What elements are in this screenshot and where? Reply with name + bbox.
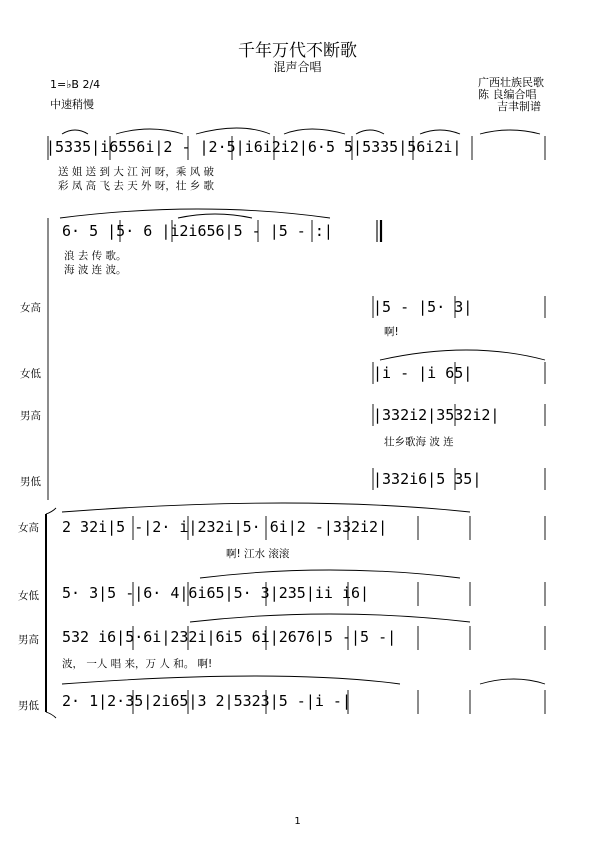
lyrics-verse2-system1: 彩 凤 高 飞 去 天 外 呀，壮 乡 歌 — [58, 180, 215, 192]
credit-transcriber: 吉聿制谱 — [497, 100, 541, 113]
credit-arranger: 陈 良编合唱 — [478, 88, 537, 101]
soprano-lyrics-system4: 啊! 江水 滚滚 — [226, 548, 290, 560]
lyrics-verse1-system2: 浪 去 传 歌。 — [64, 250, 127, 262]
bass-notes-system3: |332i6|5 35| — [373, 470, 482, 488]
bass-notes-system4: 2· 1|2·35|2i65|3 2|5323|5 -|i -| — [62, 692, 351, 710]
voice-label-tenor-s4: 男高 — [18, 634, 39, 646]
voice-label-alto: 女低 — [20, 368, 41, 380]
voice-label-bass-s4: 男低 — [18, 700, 39, 712]
credit-source: 广西壮族民歌 — [478, 76, 544, 89]
soprano-notes-system3: |5 - |5· 3| — [373, 298, 473, 316]
tempo-marking: 中速稍慢 — [50, 98, 94, 111]
soprano-lyrics-system3: 啊! — [384, 326, 399, 338]
lyrics-verse2-system2: 海 波 连 波。 — [64, 264, 127, 276]
voice-label-bass: 男低 — [20, 476, 41, 488]
voice-label-soprano: 女高 — [20, 302, 41, 314]
score-title: 千年万代不断歌 — [238, 41, 357, 61]
lyrics-verse1-system1: 送 姐 送 到 大 江 河 呀，乘 风 破 — [58, 166, 215, 178]
melody-notes-system1: |5335|i6556i|2 - |2·5|i6i2i2|6·5 5|5335|56i2i| — [46, 138, 462, 156]
tenor-lyrics-system3: 壮乡歌海 波 连 — [384, 436, 454, 448]
voice-label-tenor: 男高 — [20, 410, 41, 422]
melody-notes-system2: 6· 5 |5· 6 |i2i656|5 - |5 - :| — [62, 222, 333, 240]
soprano-notes-system4: 2 32i|5 -|2· i|232i|5· 6i|2 -|332i2| — [62, 518, 388, 536]
alto-notes-system3: |i - |i 65| — [373, 364, 473, 382]
key-signature: 1=♭B 2/4 — [50, 78, 101, 91]
tenor-notes-system3: |332i2|3532i2| — [373, 406, 500, 424]
score-subtitle: 混声合唱 — [273, 60, 322, 74]
voice-label-alto-s4: 女低 — [18, 590, 39, 602]
alto-notes-system4: 5· 3|5 -|6· 4|6i65|5· 3|235|ii i6| — [62, 584, 370, 602]
voice-label-soprano-s4: 女高 — [18, 522, 39, 534]
tenor-lyrics-system4: 波， 一人 唱 来，万 人 和。 啊! — [62, 658, 213, 670]
page-number: 1 — [294, 816, 301, 827]
tenor-notes-system4: 532 i6|5·6i|232i|6i5 6i|2676|5 -|5 -| — [62, 628, 397, 646]
